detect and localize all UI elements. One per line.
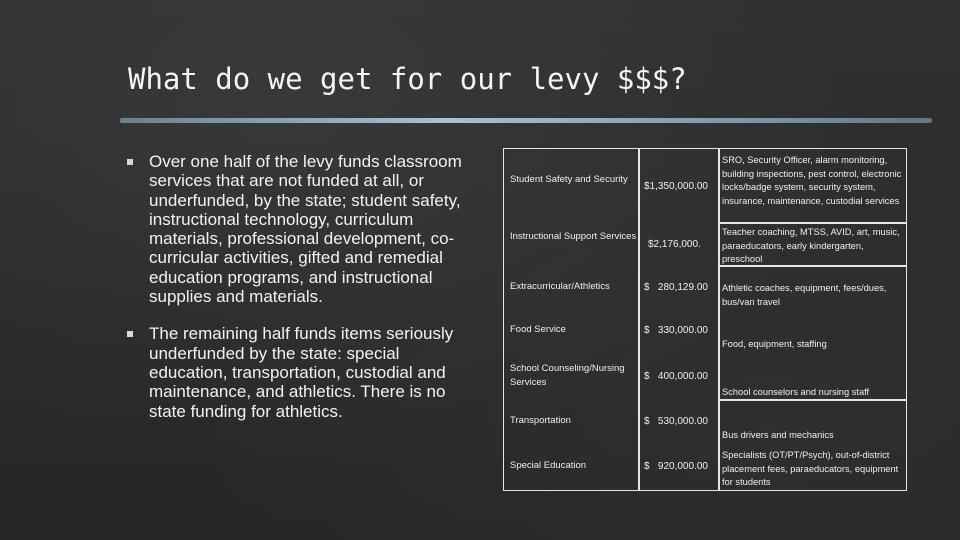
title-divider <box>120 118 932 123</box>
row-description: Specialists (OT/PT/Psych), out-of-district placement fees, paraeducators, equipment for students <box>722 450 899 487</box>
row-amount: $1,350,000.00 <box>644 181 708 192</box>
row-description: SRO, Security Officer, alarm monitoring, building inspections, pest control, electronic locks/badge system, security system, insurance, maintenance, custodial services <box>722 155 902 206</box>
row-category: Student Safety and Security <box>510 174 628 185</box>
row-description: Athletic coaches, equipment, fees/dues, bus/van travel <box>722 283 887 307</box>
table-row-divider <box>718 222 906 224</box>
bullet-text: Over one half of the levy funds classroom services that are not funded at all, or underfunded, by the state; student safety, instructional technology, curriculum materials, professional development, co-curricular activities, gifted and remedial education programs, and instructional supplies and materials. <box>149 152 462 307</box>
square-bullet-icon <box>127 331 133 337</box>
square-bullet-icon <box>127 159 133 165</box>
bullet-item <box>127 324 467 420</box>
row-amount: $ 920,000.00 <box>644 461 708 472</box>
row-category: Food Service <box>510 324 566 335</box>
row-amount: $ 280,129.00 <box>644 282 708 293</box>
row-category: Special Education <box>510 460 587 471</box>
bullet-text: The remaining half funds items seriously underfunded by the state: special education, transportation, custodial and maintenance, and athletics. There is no state funding for athletics. <box>149 324 454 421</box>
bullet-item <box>127 152 467 306</box>
row-amount: $ 530,000.00 <box>644 416 708 427</box>
row-description: Teacher coaching, MTSS, AVID, art, music, paraeducators, early kindergarten, preschool <box>722 227 900 264</box>
bullet-list <box>127 152 467 421</box>
row-amount: $ 400,000.00 <box>644 371 708 382</box>
row-category: Transportation <box>510 415 571 426</box>
table-column-divider <box>638 149 640 490</box>
row-amount: $2,176,000. <box>648 239 701 250</box>
row-description: School counselors and nursing staff <box>722 387 870 397</box>
row-description: Food, equipment, staffing <box>722 339 827 349</box>
row-description: Bus drivers and mechanics <box>722 430 834 440</box>
row-category: Extracurricular/Athletics <box>510 281 610 292</box>
levy-table <box>503 148 907 491</box>
row-category: School Counseling/Nursing Services <box>510 363 625 388</box>
row-amount: $ 330,000.00 <box>644 325 708 336</box>
table-column-divider <box>718 149 720 490</box>
slide-title: What do we get for our levy $$$? <box>128 62 687 96</box>
row-category: Instructional Support Services <box>510 231 637 242</box>
